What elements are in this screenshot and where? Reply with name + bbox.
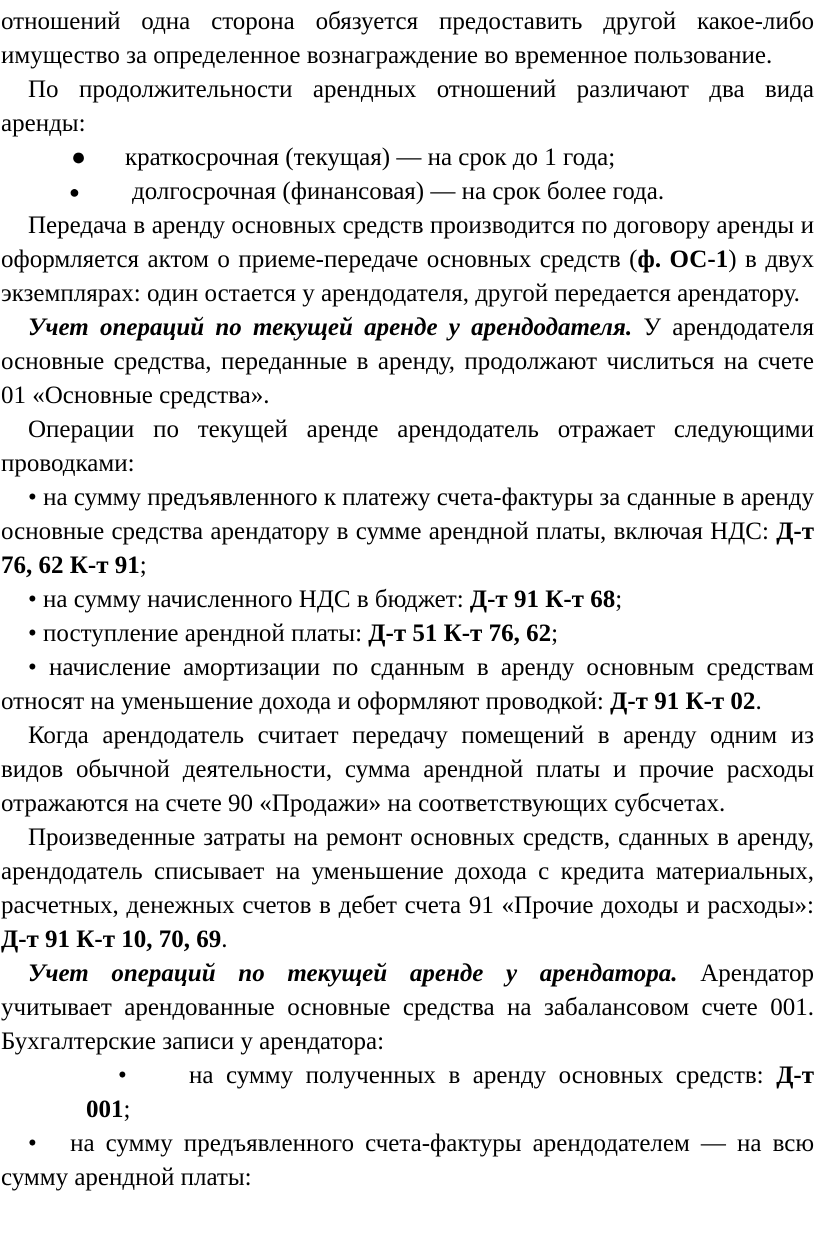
bullet-icon: •: [28, 620, 37, 647]
bullet-icon: •: [28, 654, 37, 681]
bullet-icon: •: [28, 484, 37, 511]
paragraph-lease-types: По продолжительности арендных отношений различают два вида аренды:: [1, 76, 814, 137]
entry-vat: • на сумму начисленного НДС в бюджет: Д-т 91 К-т 68;: [28, 586, 623, 613]
bullet-icon: ●: [69, 182, 80, 202]
entry-received-assets: • на сумму полученных в аренду основных средств: Д-т 001;: [1, 1059, 814, 1127]
entry-depreciation: • начисление амортизации по сданным в аренду основным средствам относят на уменьшение дохода и оформляют проводкой: Д-т 91 К-т 02.: [1, 654, 814, 715]
paragraph-entries-intro: Операции по текущей аренде арендодатель отражает следующими проводками:: [1, 416, 814, 477]
bullet-icon: •: [28, 1130, 37, 1157]
paragraph-repair-costs: Произведенные затраты на ремонт основных средств, сданных в аренду, арендодатель списывает на уменьшение дохода с кредита материальных, расчетных, денежных счетов в дебет счета 91 «Прочие доходы и расходы»: Д-т 91 К-т 10, 70, 69.: [1, 824, 814, 953]
paragraph-lessor-accounting: Учет операций по текущей аренде у арендодателя. У арендодателя основные средства, переданные в аренду, продолжают числиться на счете 01 «Основные средства».: [1, 314, 815, 409]
entry-lessor-invoice: • на сумму предъявленного счета-фактуры арендодателем — на всю сумму арендной платы:: [1, 1130, 815, 1191]
entry-accounts: Д-т 001: [86, 1062, 814, 1123]
entry-accounts: Д-т 51 К-т 76, 62: [368, 620, 552, 647]
entry-accounts: Д-т 91 К-т 68: [469, 586, 616, 613]
paragraph-transfer: Передача в аренду основных средств производится по договору аренды и оформляется актом о приеме-передаче основных средств (ф. ОС-1) в двух экземплярах: один остается у арендодателя, другой передается арендатору.: [1, 212, 814, 307]
section-title-lessee: Учет операций по текущей аренде у арендатора.: [28, 960, 678, 987]
paragraph-intro: отношений одна сторона обязуется предоставить другой какое-либо имущество за определенное вознаграждение во временное пользование.: [1, 8, 814, 69]
bullet-icon: •: [118, 1062, 127, 1089]
form-code: ф. ОС-1: [637, 246, 729, 273]
entry-accounts: Д-т 91 К-т 02: [610, 688, 756, 715]
bullet-icon: •: [28, 586, 37, 613]
bullet-icon: ●: [71, 144, 87, 171]
entry-invoice: • на сумму предъявленного к платежу счета-фактуры за сданные в аренду основные средства арендатору в сумме арендной платы, включая НДС: Д-т 76, 62 К-т 91;: [1, 484, 815, 579]
list-item-long-term: ● долгосрочная (финансовая) — на срок более года.: [1, 175, 814, 209]
entry-rent-receipt: • поступление арендной платы: Д-т 51 К-т 76, 62;: [28, 620, 559, 647]
paragraph-ordinary-activity: Когда арендодатель считает передачу помещений в аренду одним из видов обычной деятельности, сумма арендной платы и прочие расходы отражаются на счете 90 «Продажи» на соответствующих субсчетах.: [1, 722, 814, 817]
paragraph-lessee-accounting: Учет операций по текущей аренде у арендатора. Арендатор учитывает арендованные основные средства на забалансовом счете 001. Бухгалтерские записи у арендатора:: [1, 960, 815, 1055]
section-title-lessor: Учет операций по текущей аренде у арендодателя.: [28, 314, 633, 341]
list-item-short-term: ● краткосрочная (текущая) — на срок до 1 года;: [1, 141, 814, 175]
entry-accounts: Д-т 91 К-т 10, 70, 69: [1, 926, 222, 953]
entry-accounts: Д-т 76, 62 К-т 91: [1, 518, 814, 579]
